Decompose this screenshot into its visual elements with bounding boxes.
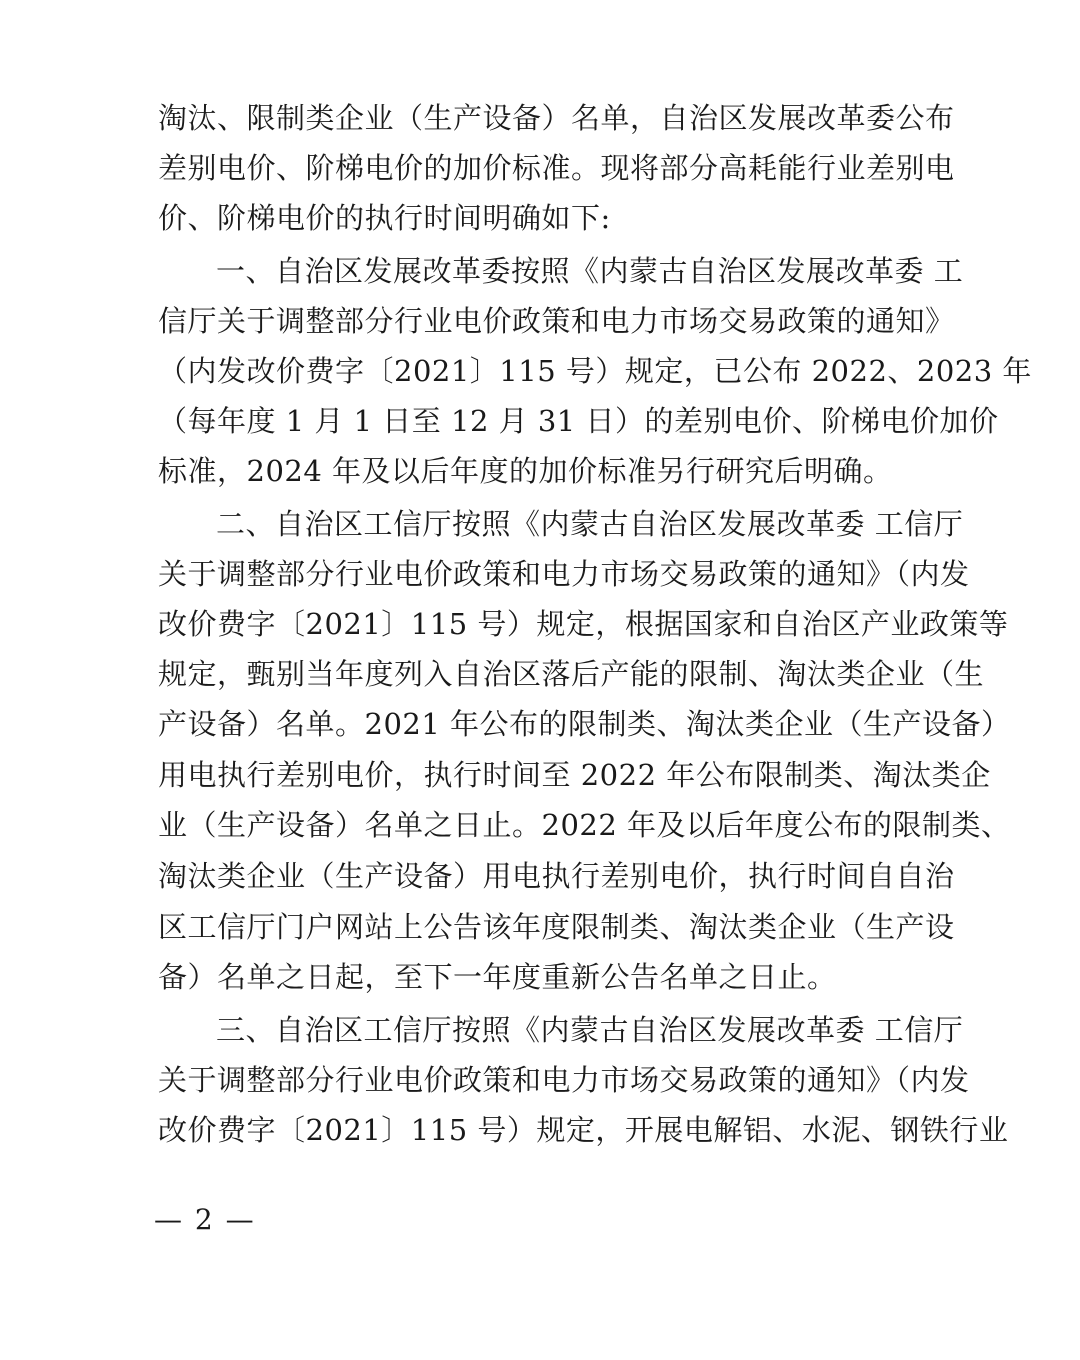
body-text-line: 备）名单之日起，至下一年度重新公告名单之日止。 [158,960,837,994]
body-text-line: 淘汰、限制类企业（生产设备）名单，自治区发展改革委公布 [158,101,955,135]
body-text-line: 关于调整部分行业电价政策和电力市场交易政策的通知》（内发 [158,557,970,591]
body-text-line: 用电执行差别电价，执行时间至 2022 年公布限制类、淘汰类企 [158,758,991,792]
paragraph-three-first-line: 三、自治区工信厅按照《内蒙古自治区发展改革委 工信厅 [216,1013,964,1047]
body-text-line: （每年度 1 月 1 日至 12 月 31 日）的差别电价、阶梯电价加价 [158,404,999,438]
body-text-line: 淘汰类企业（生产设备）用电执行差别电价，执行时间自自治 [158,859,955,893]
body-text-line: 业（生产设备）名单之日止。2022 年及以后年度公布的限制类、 [158,808,1011,842]
body-text-line: 标准，2024 年及以后年度的加价标准另行研究后明确。 [158,454,893,488]
body-text-line: 规定，甄别当年度列入自治区落后产能的限制、淘汰类企业（生 [158,657,985,691]
body-text-line: 产设备）名单。2021 年公布的限制类、淘汰类企业（生产设备） [158,707,1011,741]
paragraph-two-first-line: 二、自治区工信厅按照《内蒙古自治区发展改革委 工信厅 [216,507,964,541]
body-text-line: 差别电价、阶梯电价的加价标准。现将部分高耗能行业差别电 [158,151,955,185]
page-number: — 2 — [154,1203,256,1236]
body-text-line: 改价费字〔2021〕115 号）规定，根据国家和自治区产业政策等 [158,607,1009,641]
body-text-line: 关于调整部分行业电价政策和电力市场交易政策的通知》（内发 [158,1063,970,1097]
body-text-line: （内发改价费字〔2021〕115 号）规定，已公布 2022、2023 年 [158,354,1032,388]
body-text-line: 改价费字〔2021〕115 号）规定，开展电解铝、水泥、钢铁行业 [158,1113,1009,1147]
body-text-line: 区工信厅门户网站上公告该年度限制类、淘汰类企业（生产设 [158,910,955,944]
body-text-line: 信厅关于调整部分行业电价政策和电力市场交易政策的通知》 [158,304,955,338]
paragraph-one-first-line: 一、自治区发展改革委按照《内蒙古自治区发展改革委 工 [216,254,964,288]
body-text-line: 价、阶梯电价的执行时间明确如下: [158,201,611,235]
